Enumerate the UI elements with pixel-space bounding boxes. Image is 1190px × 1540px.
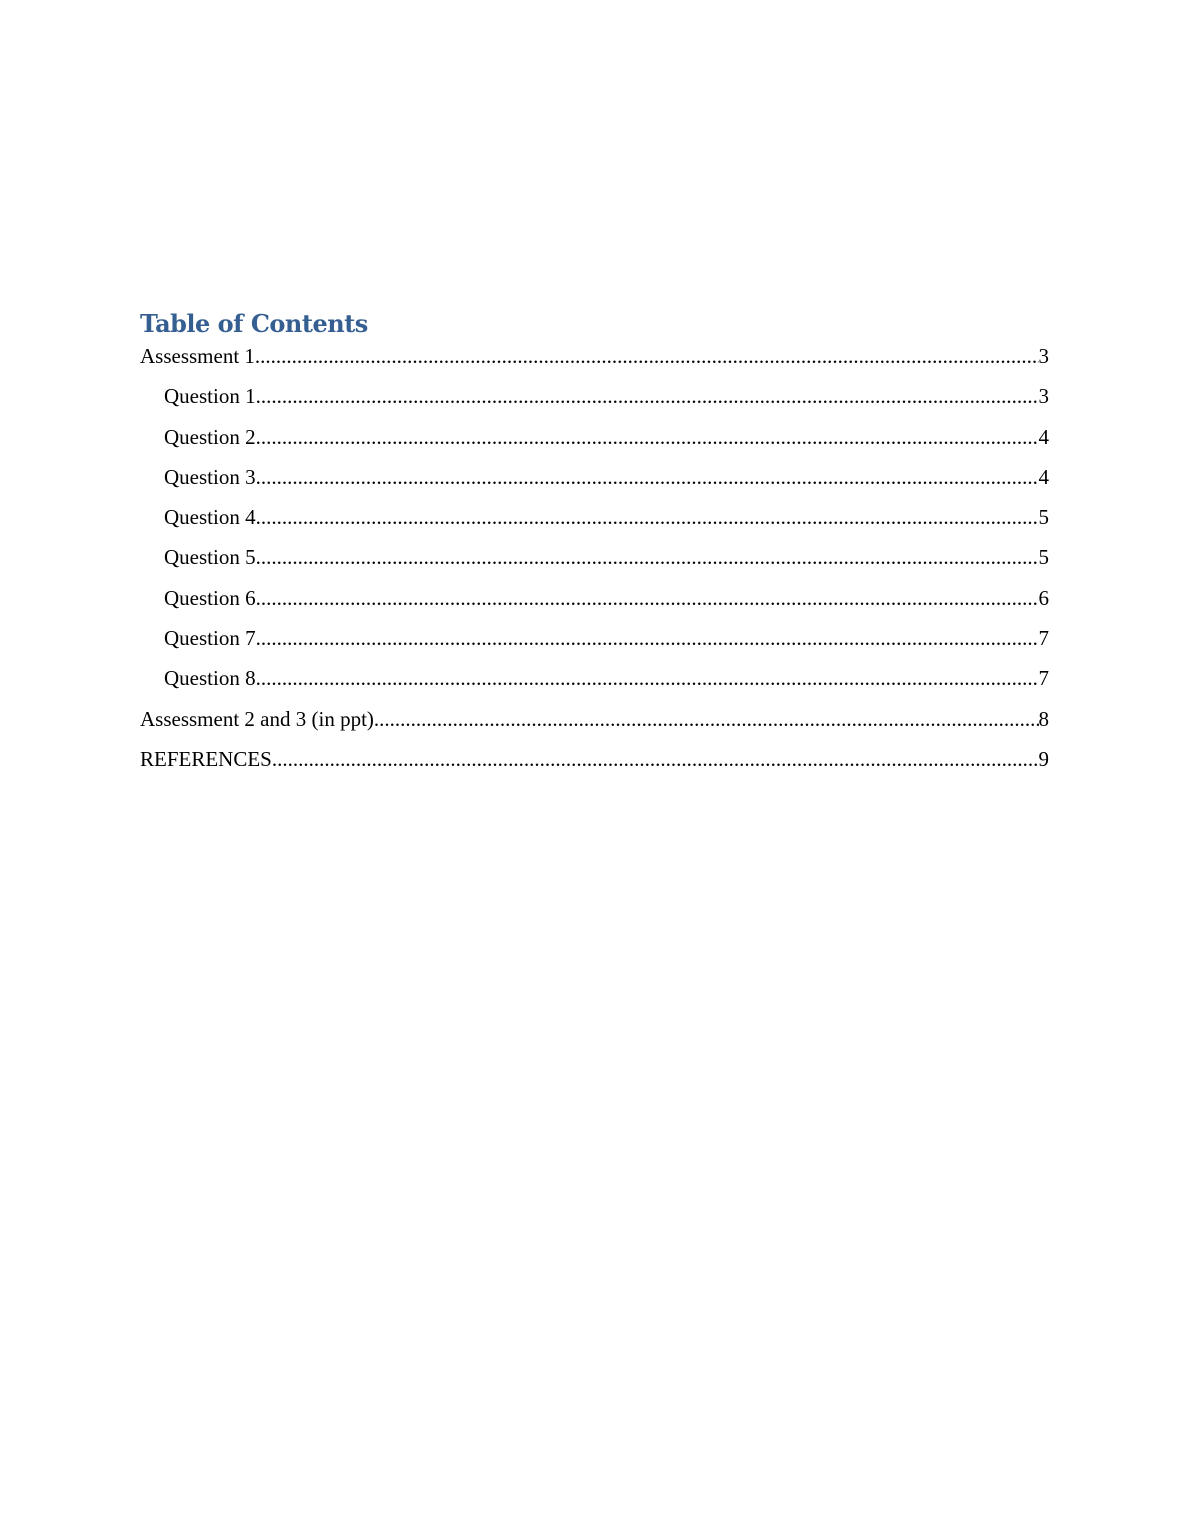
toc-dot-leader (374, 705, 1039, 733)
toc-entry-label: Question 1 (164, 384, 256, 409)
toc-entry-label: Question 2 (164, 424, 256, 449)
table-of-contents (140, 306, 1049, 785)
toc-page-number: 7 (1038, 666, 1049, 691)
toc-entry-label: Question 6 (164, 585, 256, 610)
toc-dot-leader (256, 584, 1039, 612)
toc-page-number: 4 (1038, 464, 1049, 489)
toc-dot-leader (256, 543, 1039, 571)
toc-page-number: 8 (1038, 706, 1049, 731)
toc-page-number: 5 (1038, 505, 1049, 530)
toc-entry-question-2[interactable] (140, 423, 1049, 451)
toc-page-number: 9 (1038, 746, 1049, 771)
toc-page-number: 7 (1038, 626, 1049, 651)
toc-entry-question-5[interactable] (140, 543, 1049, 571)
toc-dot-leader (256, 624, 1039, 652)
toc-entry-label: Assessment 1 (140, 344, 255, 368)
toc-entry-label: Assessment 2 and 3 (in ppt) (140, 706, 374, 731)
toc-entry-label: Question 8 (164, 666, 256, 691)
toc-entry-assessment-2-and-3[interactable] (140, 705, 1049, 733)
toc-page-number: 3 (1038, 344, 1049, 368)
toc-page-number: 4 (1038, 424, 1049, 449)
toc-list (140, 342, 1049, 773)
toc-entry-question-3[interactable] (140, 463, 1049, 491)
toc-entry-question-8[interactable] (140, 664, 1049, 692)
toc-dot-leader (256, 664, 1039, 692)
toc-page-number: 3 (1038, 384, 1049, 409)
toc-entry-label: Question 4 (164, 505, 256, 530)
toc-dot-leader (272, 745, 1039, 773)
toc-entry-references[interactable] (140, 745, 1049, 773)
toc-entry-label: Question 5 (164, 545, 256, 570)
toc-entry-question-6[interactable] (140, 584, 1049, 612)
toc-entry-label: Question 3 (164, 464, 256, 489)
toc-dot-leader (256, 503, 1039, 531)
toc-page-number: 6 (1038, 585, 1049, 610)
toc-entry-question-4[interactable] (140, 503, 1049, 531)
toc-entry-question-1[interactable] (140, 382, 1049, 410)
toc-entry-assessment-1[interactable] (140, 342, 1049, 370)
toc-entry-question-7[interactable] (140, 624, 1049, 652)
toc-entry-label: Question 7 (164, 626, 256, 651)
toc-page-number: 5 (1038, 545, 1049, 570)
toc-dot-leader (255, 342, 1039, 370)
toc-dot-leader (256, 463, 1039, 491)
toc-dot-leader (256, 423, 1039, 451)
toc-entry-label: REFERENCES (140, 746, 272, 771)
toc-dot-leader (256, 382, 1039, 410)
toc-title: Table of Contents (140, 309, 368, 338)
